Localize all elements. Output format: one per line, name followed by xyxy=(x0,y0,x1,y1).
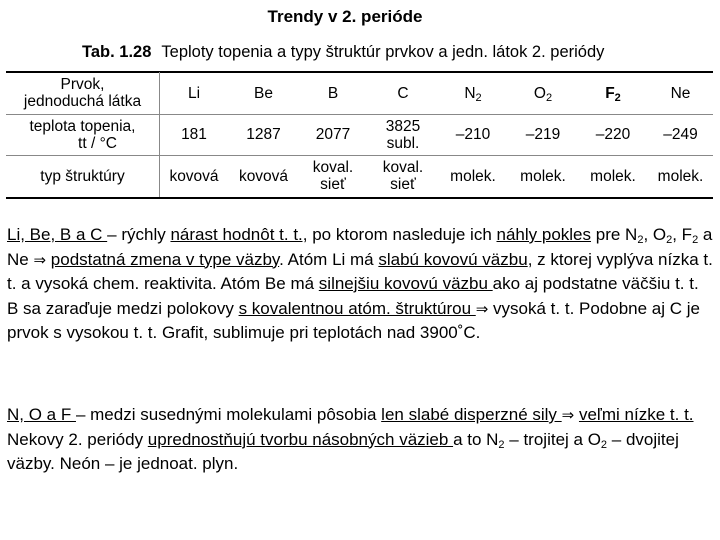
element-symbol: O xyxy=(533,84,546,102)
subscript: 2 xyxy=(692,234,699,246)
underlined-text: Li, Be, B a C xyxy=(7,225,108,244)
underlined-text: podstatná zmena v type väzby xyxy=(50,249,280,269)
element-symbol: C xyxy=(397,84,409,102)
underlined-text: s kovalentnou atóm. štruktúrou xyxy=(238,298,476,318)
element-symbol: F xyxy=(605,84,615,102)
implies-arrow-icon: ⇒ xyxy=(475,299,489,318)
element-symbol: N xyxy=(464,84,476,102)
structure-type-cell xyxy=(368,155,438,197)
cell-line: –219 xyxy=(525,126,561,143)
cell-line: molek. xyxy=(590,167,636,185)
element-subscript: 2 xyxy=(545,91,553,104)
element-header xyxy=(438,72,508,114)
text-run: a Ne xyxy=(7,225,713,269)
cell-line: –220 xyxy=(595,126,631,143)
cell-line: koval. xyxy=(382,159,424,176)
cell-line: sieť xyxy=(320,176,346,193)
structure-type-cell xyxy=(298,155,368,197)
element-symbol: Li xyxy=(187,84,201,102)
paragraph-n-o-f xyxy=(7,403,713,477)
melting-point-cell xyxy=(578,114,648,155)
text-run: ako aj podstatne väčšiu t. t. B sa zaraďuje medzi polokovy xyxy=(7,274,699,318)
underlined-text: veľmi nízke t. t. xyxy=(578,405,694,424)
paragraph-li-be-b-c xyxy=(7,223,713,346)
melting-point-cell xyxy=(508,114,578,155)
cell-line: kovová xyxy=(169,167,219,185)
cell-line: 1287 xyxy=(246,126,281,143)
underlined-text: N, O a F xyxy=(7,405,76,424)
cell-line: 3825 xyxy=(385,117,421,135)
melting-point-cell xyxy=(229,114,298,155)
element-header xyxy=(508,72,578,114)
underlined-text: uprednostňujú tvorbu násobných väzieb xyxy=(147,429,454,449)
cell-line: –249 xyxy=(663,126,698,143)
underlined-text: len slabé disperzné sily xyxy=(381,405,562,424)
cell-line: 2077 xyxy=(315,126,351,143)
element-header xyxy=(648,72,713,114)
element-symbol: B xyxy=(327,84,339,102)
element-symbol: Ne xyxy=(670,84,691,102)
structure-type-cell xyxy=(648,155,713,197)
row-header xyxy=(6,72,159,114)
element-header xyxy=(368,72,438,114)
element-header xyxy=(159,72,229,114)
text-run: – rýchly xyxy=(107,225,171,244)
cell-line: tt / °C xyxy=(78,134,117,152)
text-run: – trojitej a O xyxy=(504,429,601,449)
table-caption-label: Tab. 1.28 xyxy=(82,43,152,61)
cell-line: subl. xyxy=(386,134,420,152)
cell-line: teplota topenia, xyxy=(29,117,136,135)
text-run: , z ktorej vyplýva nízka t. t. a vysoká chem. reaktivita. Atóm Be má xyxy=(7,249,713,293)
underlined-text: nárast hodnôt t. t., xyxy=(170,225,308,244)
cell-line: Prvok, xyxy=(60,76,105,93)
implies-arrow-icon: ⇒ xyxy=(561,406,575,424)
element-header xyxy=(229,72,298,114)
subscript: 2 xyxy=(498,438,505,451)
subscript: 2 xyxy=(666,234,673,246)
table-rule xyxy=(6,197,713,199)
implies-arrow-icon: ⇒ xyxy=(33,250,47,269)
structure-type-cell xyxy=(438,155,508,197)
text-run: , F xyxy=(672,225,693,244)
melting-point-cell xyxy=(368,114,438,155)
element-subscript: 2 xyxy=(614,91,621,104)
structure-type-cell xyxy=(159,155,229,197)
text-run: . Atóm Li má xyxy=(279,249,379,269)
text-run: po ktorom nasleduje ich xyxy=(307,225,497,244)
cell-line: molek. xyxy=(657,167,704,185)
melting-point-cell xyxy=(438,114,508,155)
structure-type-cell xyxy=(229,155,298,197)
underlined-text: náhly pokles xyxy=(496,225,592,244)
cell-line: 181 xyxy=(181,126,207,143)
underlined-text: silnejšiu kovovú väzbu xyxy=(318,274,493,293)
text-run: , O xyxy=(643,225,667,244)
underlined-text: slabú kovovú väzbu xyxy=(378,249,528,269)
text-run: vysoká t. t. Podobne aj C je prvok s vysokou t. t. Grafit, sublimuje pri teplotách nad 3900˚C. xyxy=(7,298,700,342)
element-header xyxy=(298,72,368,114)
melting-point-cell xyxy=(159,114,229,155)
cell-line: kovová xyxy=(238,167,289,185)
element-symbol: Be xyxy=(254,84,273,102)
text-run: a to N xyxy=(453,429,499,449)
structure-type-cell xyxy=(578,155,648,197)
element-header xyxy=(578,72,648,114)
cell-line: –210 xyxy=(455,126,491,143)
text-run: pre N xyxy=(591,225,638,244)
slide-title: Trendy v 2. perióde xyxy=(267,7,423,26)
cell-line: koval. xyxy=(312,159,354,176)
cell-line: molek. xyxy=(520,167,566,185)
cell-line: typ štruktúry xyxy=(40,167,125,185)
row-header xyxy=(6,114,159,155)
table-caption xyxy=(82,43,604,62)
subscript: 2 xyxy=(637,234,644,246)
row-header xyxy=(6,155,159,197)
element-subscript: 2 xyxy=(475,91,482,104)
table-caption-text: Teploty topenia a typy štruktúr prvkov a jedn. látok 2. periódy xyxy=(161,43,605,61)
text-run: – dvojitej väzby. Neón – je jednoat. plyn. xyxy=(7,429,679,473)
text-run: – medzi susednými molekulami pôsobia xyxy=(75,405,382,424)
melting-point-cell xyxy=(298,114,368,155)
cell-line: molek. xyxy=(450,167,496,185)
text-run: Nekovy 2. periódy xyxy=(7,429,148,449)
cell-line: sieť xyxy=(390,176,416,193)
subscript: 2 xyxy=(600,438,608,451)
melting-point-cell xyxy=(648,114,713,155)
structure-type-cell xyxy=(508,155,578,197)
cell-line: jednoduchá látka xyxy=(23,93,142,110)
